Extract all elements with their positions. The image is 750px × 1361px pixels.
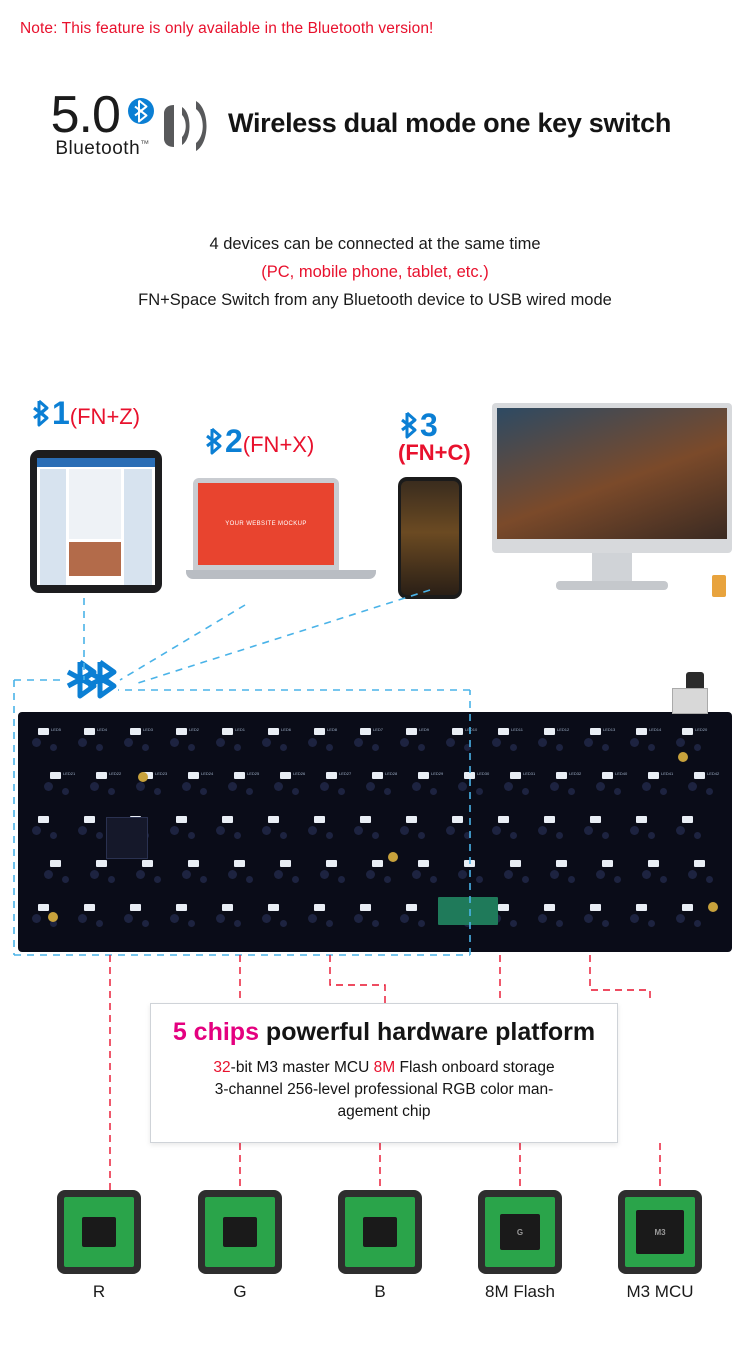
wireless-waves-icon [160,95,222,162]
hardware-platform-title: 5 chips powerful hardware platform [172,1018,596,1046]
monitor-device [492,403,732,590]
chip-label: B [374,1282,386,1301]
trademark-symbol: ™ [140,138,150,149]
phone-screen [401,481,459,595]
devices-row [0,395,750,625]
chip-label: 8M Flash [485,1282,555,1301]
laptop-device [186,478,346,579]
laptop-screen-text: YOUR WEBSITE MOCKUP [225,521,307,527]
chip-label: M3 MCU [626,1282,694,1301]
device-2-label: 2(FN+X) [205,423,314,460]
chip-die [82,1217,116,1247]
monitor-screen [492,403,732,553]
desc-line-2: (PC, mobile phone, tablet, etc.) [261,263,489,281]
chip-row [0,1190,750,1330]
bluetooth-icon [128,91,154,136]
page-title: Wireless dual mode one key switch [228,108,672,138]
bluetooth-logo [45,88,160,160]
device-3-label: 3 [400,407,438,444]
chip-label: R [92,1282,106,1301]
chip-die [223,1217,257,1247]
usb-port [672,688,708,714]
bluetooth-module [438,897,498,925]
chip-label: G [233,1282,247,1301]
chip-count-highlight: 5 chips [172,1018,259,1046]
desc-line-3: FN+Space Switch from any Bluetooth device to USB wired mode [138,291,612,309]
bluetooth-version: 5.0 [50,86,120,144]
laptop-base [186,570,376,579]
chip-die: G [500,1214,540,1250]
mcu-chip-on-pcb [106,817,148,859]
chip-die: M3 [636,1210,684,1254]
chip-item-r [53,1190,145,1302]
monitor-neck [592,553,632,581]
phone-device [398,477,462,599]
chip-item-flash [474,1190,566,1302]
device-3-shortcut: (FN+C) [398,440,471,465]
device-1-label: 1(FN+Z) [32,395,140,432]
keyboard-pcb: LED5 LED4 LED3 LED2 LED1 LED6 LED8 LED7 LED9 LED10 LED11 LED12 LED13 LED14 LED20 LED21 LED22 LED23 LED24 LED25 LED26 LED27 LED28 LED29 LED30 LED31 LED32 LED40 LED41 LED42 [18,712,732,952]
monitor-foot [556,581,668,590]
description-block [0,230,750,314]
chip-die [363,1217,397,1247]
desc-line-1: 4 devices can be connected at the same time [209,235,541,253]
chip-item-g [194,1190,286,1302]
tablet-device [30,450,162,593]
bluetooth-wordmark: Bluetooth™ [55,138,150,159]
feature-note: Note: This feature is only available in the Bluetooth version! [20,20,434,37]
usb-connector-icon [712,575,726,597]
tablet-screen [37,458,155,585]
hardware-platform-box [150,1003,618,1143]
laptop-screen [193,478,339,570]
chip-item-b [334,1190,426,1302]
chip-item-mcu [614,1190,706,1302]
hardware-platform-details: 32-bit M3 master MCU 8M Flash onboard storage 3-channel 256-level professional RGB color man- agement chip [213,1059,555,1120]
